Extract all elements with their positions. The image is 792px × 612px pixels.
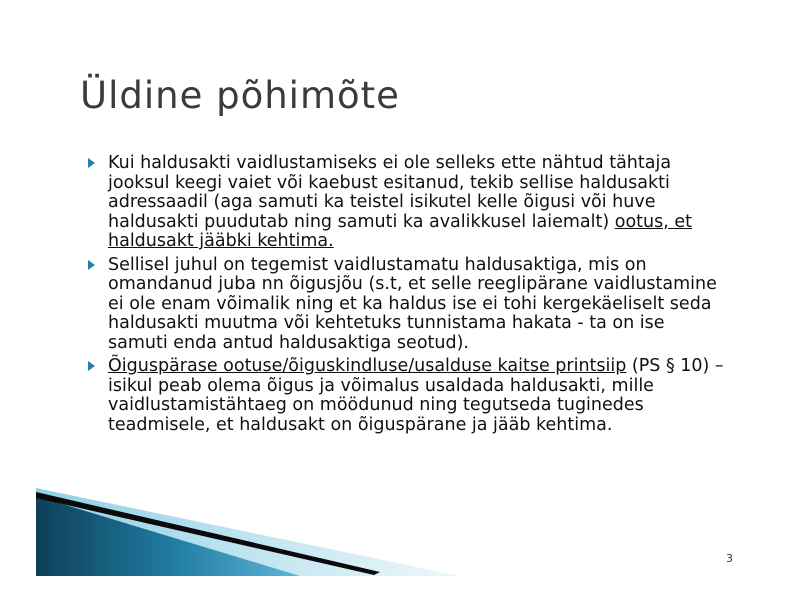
bullet-item [88, 154, 728, 252]
bullet-underlined-text: ootus, et haldusakt jääbki kehtima. [108, 211, 692, 251]
bullet-text: Sellisel juhul on tegemist vaidlustamatu haldusaktiga, mis on omandanud juba nn õigusjõu (s.t, et selle reeglipärane vaidlustamine ei ole enam võimalik ning et ka haldus ise ei tohi kergekäeliselt seda haldusakti muutma või kehtetuks tunnistama hakata - ta on ise samuti enda antud haldusaktiga seotud). [108, 254, 717, 353]
bullet-item [88, 256, 728, 354]
triangle-bullet-icon [88, 158, 95, 168]
triangle-bullet-icon [88, 361, 95, 371]
slide-title: Üldine põhimõte [80, 74, 400, 117]
bullet-item [88, 357, 728, 435]
triangle-bullet-icon [88, 260, 95, 270]
bullet-underlined-text: Õiguspärase ootuse/õiguskindluse/usalduse kaitse printsiip [108, 356, 627, 376]
bullet-list [88, 154, 728, 439]
bullet-text: Kui haldusakti vaidlustamiseks ei ole selleks ette nähtud tähtaja jooksul keegi vaiet või kaebust esitanud, tekib sellise haldusakti adressaadil (aga samuti ka teistel isikutel kelle õigusi või huve haldusakti puudutab ning samuti ka avalikkusel laiemalt) [108, 153, 672, 232]
bullet-text: (PS § 10) – isikul peab olema õigus ja võimalus usaldada haldusakti, mille vaidlustamistähtaeg on möödunud ning tegutseda tuginedes teadmisele, et haldusakt on õiguspärane ja jääb kehtima. [108, 356, 724, 435]
page-number: 3 [726, 552, 733, 565]
